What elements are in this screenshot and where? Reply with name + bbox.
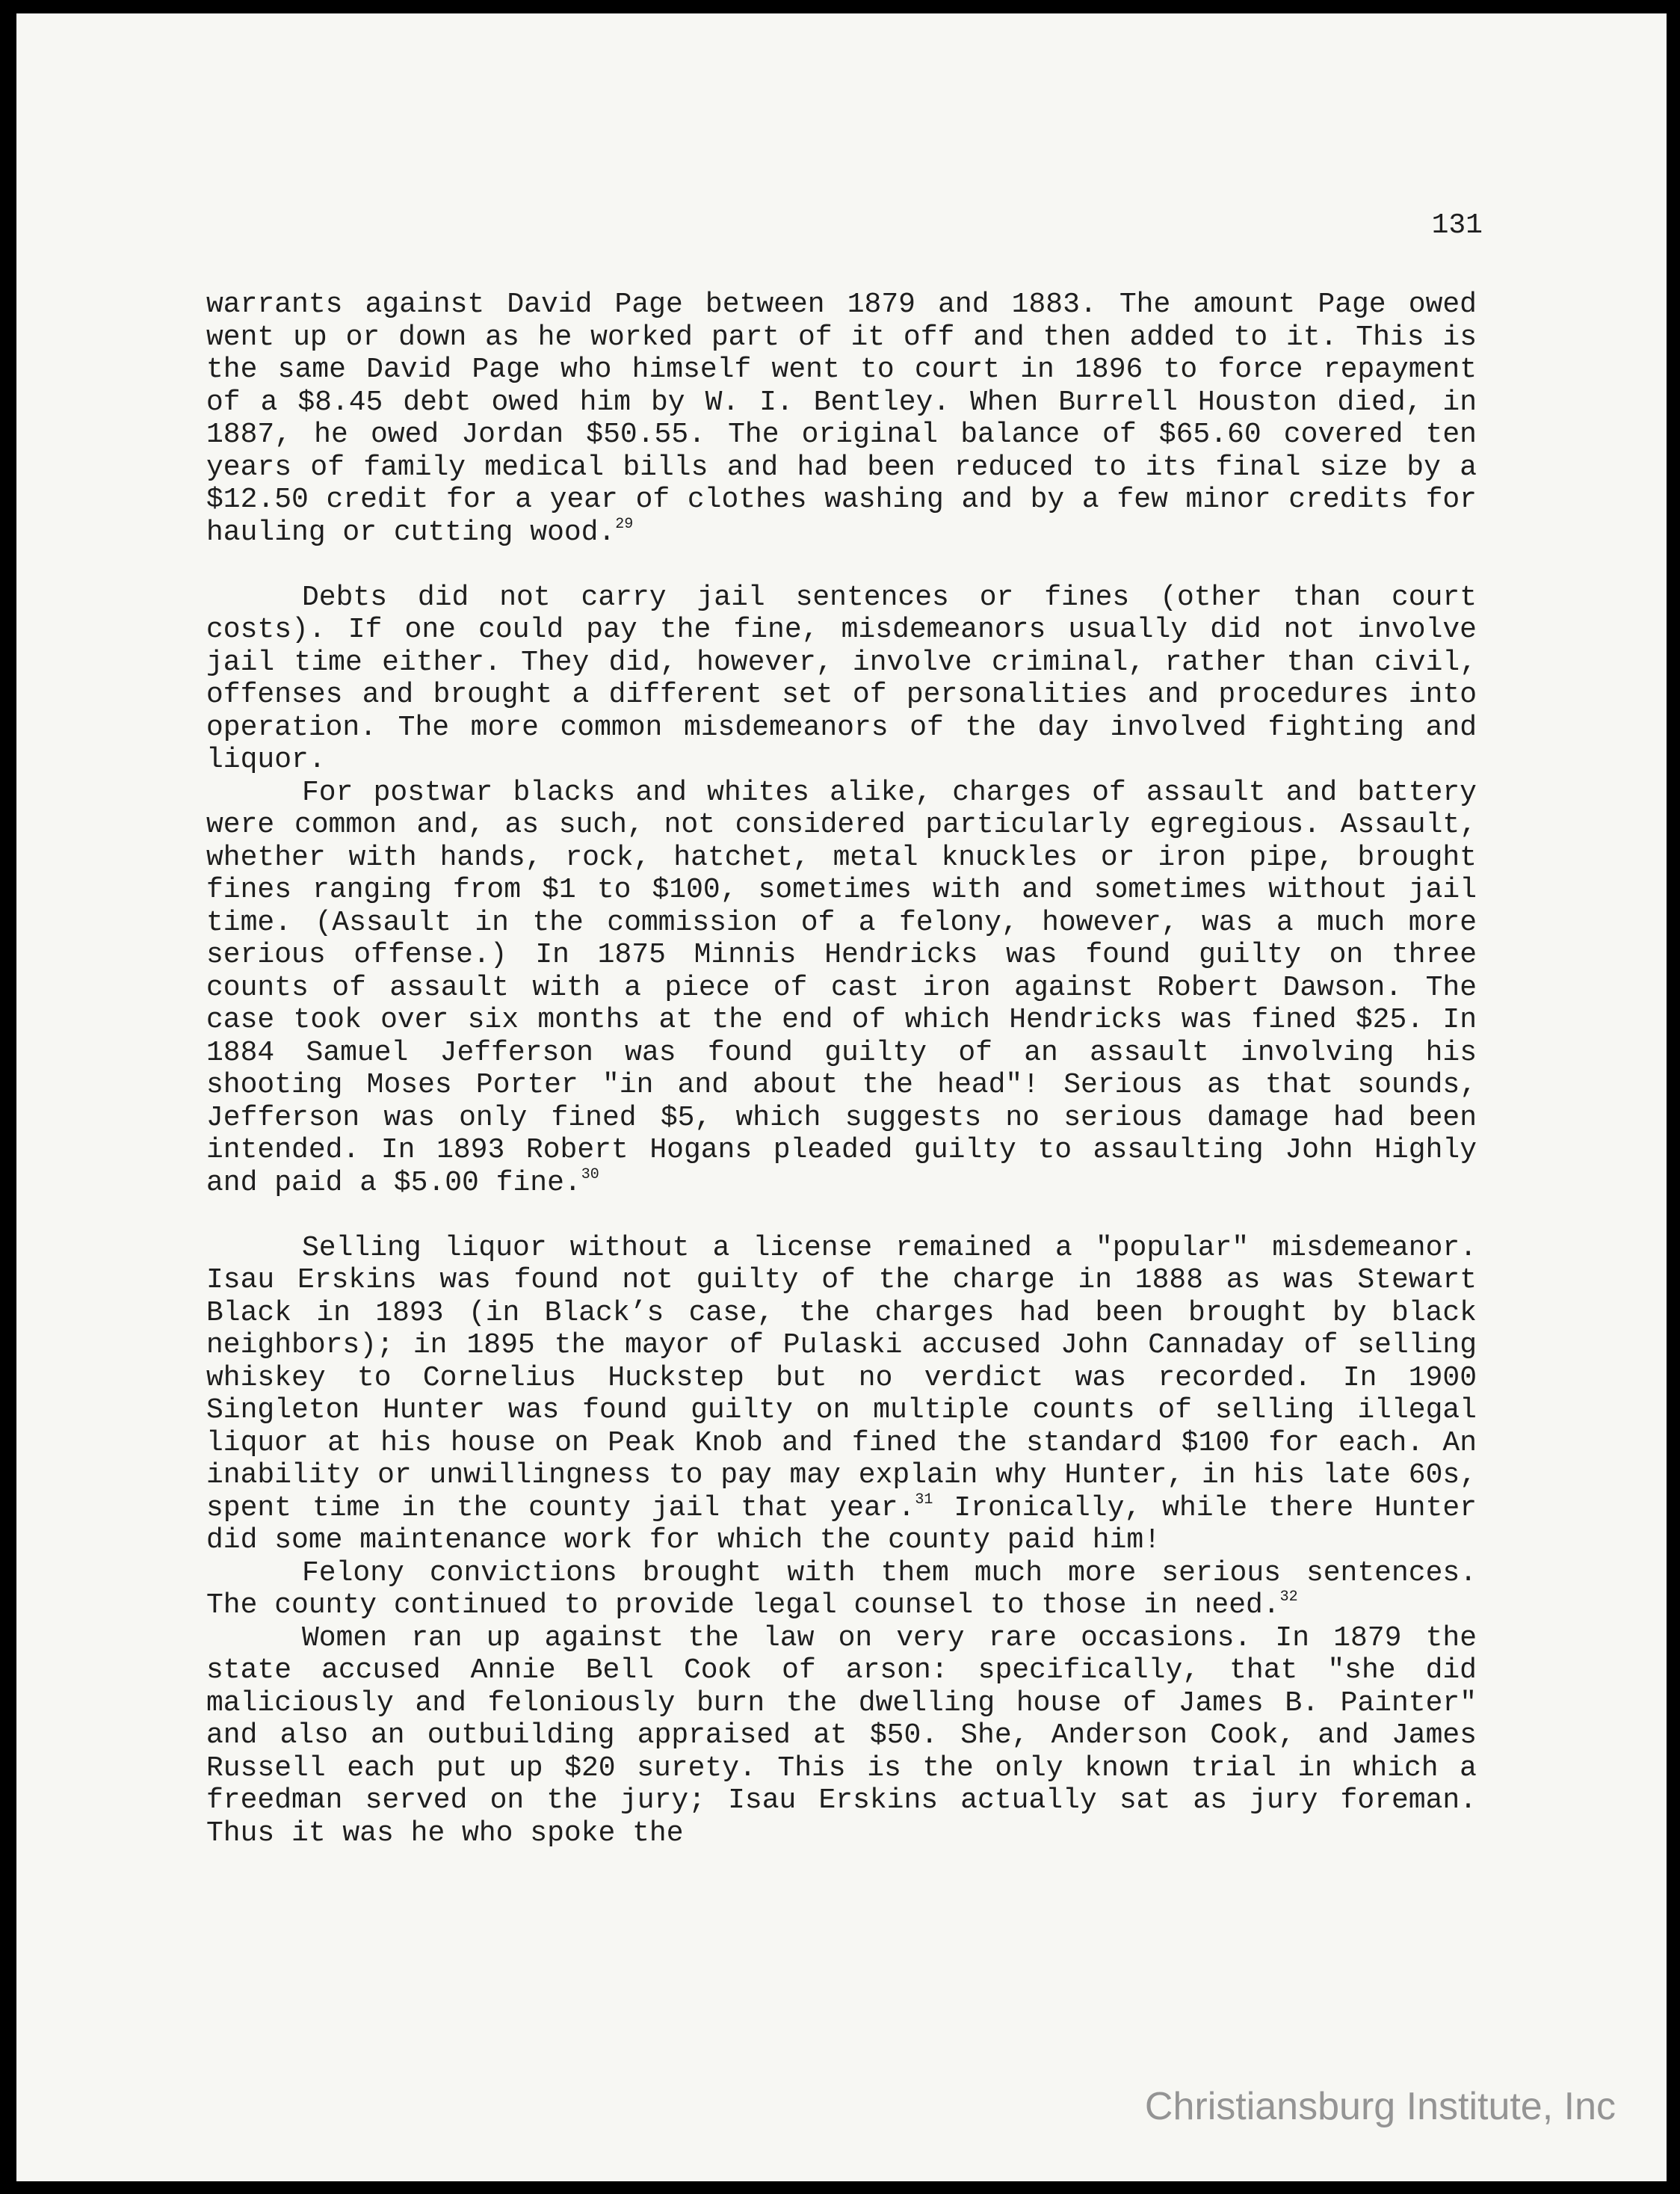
paragraph-page-debts <box>206 289 1477 549</box>
footnote-marker: 31 <box>915 1491 933 1509</box>
footnote-marker: 30 <box>581 1165 599 1183</box>
document-page <box>16 13 1667 2181</box>
paragraph-felony <box>206 1557 1477 1622</box>
paragraph-assault <box>206 777 1477 1200</box>
paragraph-text: Women ran up against the law on very rare occasions. In 1879 the state accused Annie Bell Cook of arson: specifically, that "she did maliciously and feloniously burn the dwelling house of James B. Painter" and also an outbuilding appraised at $50. She, Anderson Cook, and James Russell each put up $20 surety. This is the only known trial in which a freedman served on the jury; Isau Erskins actually sat as jury foreman. Thus it was he who spoke the <box>206 1621 1477 1849</box>
paragraph-debts-jail <box>206 582 1477 777</box>
paragraph-women <box>206 1622 1477 1850</box>
paragraph-text: For postwar blacks and whites alike, charges of assault and battery were common and, as such, not considered particularly egregious. Assault, whether with hands, rock, hatchet, metal knuckles or iron pipe, brought fines ranging from $1 to $100, sometimes with and sometimes without jail time. (Assault in the commission of a felony, however, was a much more serious offense.) In 1875 Minnis Hendricks was found guilty on three counts of assault with a piece of cast iron against Robert Dawson. The case took over six months at the end of which Hendricks was fined $25. In 1884 Samuel Jefferson was found guilty of an assault involving his shooting Moses Porter "in and about the head"! Serious as that sounds, Jefferson was only fined $5, which suggests no serious damage had been intended. In 1893 Robert Hogans pleaded guilty to assaulting John Highly and paid a $5.00 fine. <box>206 776 1477 1199</box>
page-number: 131 <box>1431 209 1483 241</box>
paragraph-text-continued: Ironically, while there Hunter did some maintenance work for which the county paid him! <box>206 1491 1477 1556</box>
paragraph-text: Selling liquor without a license remained a "popular" misdemeanor. Isau Erskins was found not guilty of the charge in 1888 as was Stewart Black in 1893 (in Black’s case, the charges had been brought by black neighbors); in 1895 the mayor of Pulaski accused John Cannaday of selling whiskey to Cornelius Huckstep but no verdict was recorded. In 1900 Singleton Hunter was found guilty on multiple counts of selling illegal liquor at his house on Peak Knob and fined the standard $100 for each. An inability or unwillingness to pay may explain why Hunter, in his late 60s, spent time in the county jail that year. <box>206 1231 1477 1524</box>
body-text <box>206 289 1477 1849</box>
watermark: Christiansburg Institute, Inc <box>1144 2085 1616 2128</box>
paragraph-text: warrants against David Page between 1879 and 1883. The amount Page owed went up or down as he worked part of it off and then added to it. This is the same David Page who himself went to court in 1896 to force repayment of a $8.45 debt owed him by W. I. Bentley. When Burrell Houston died, in 1887, he owed Jordan $50.55. The original balance of $65.60 covered ten years of family medical bills and had been reduced to its final size by a $12.50 credit for a year of clothes washing and by a few minor credits for hauling or cutting wood. <box>206 289 1477 549</box>
footnote-marker: 29 <box>615 515 634 533</box>
paragraph-text: Felony convictions brought with them much more serious sentences. The county continued to provide legal counsel to those in need. <box>206 1556 1477 1621</box>
paragraph-liquor <box>206 1232 1477 1557</box>
paragraph-text: Debts did not carry jail sentences or fines (other than court costs). If one could pay the fine, misdemeanors usually did not involve jail time either. They did, however, involve criminal, rather than civil, offenses and brought a different set of personalities and procedures into operation. The more common misdemeanors of the day involved fighting and liquor. <box>206 581 1477 776</box>
footnote-marker: 32 <box>1279 1589 1298 1606</box>
